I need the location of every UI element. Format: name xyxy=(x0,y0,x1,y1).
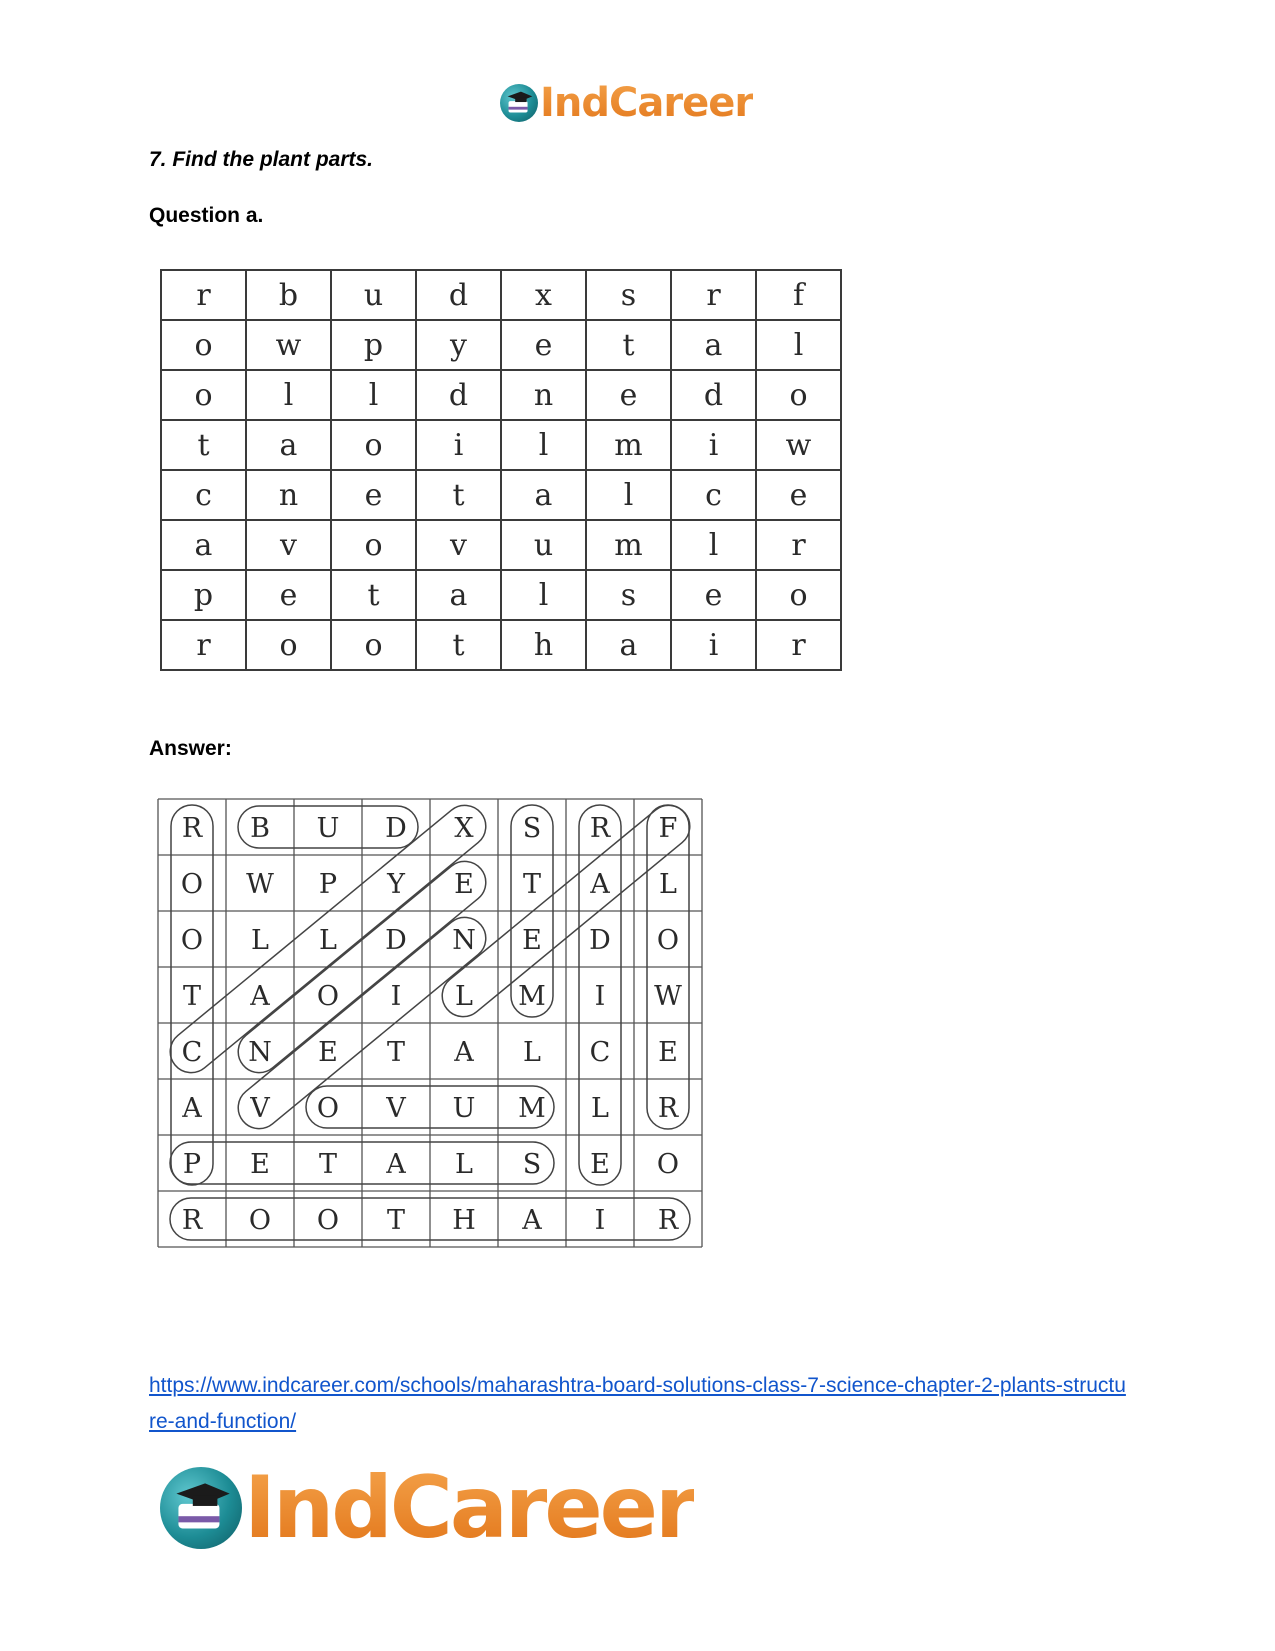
puzzle-cell: o xyxy=(756,370,841,420)
answer-cell-letter: T xyxy=(522,869,542,900)
puzzle-cell: l xyxy=(331,370,416,420)
answer-cell-letter: R xyxy=(589,813,611,844)
answer-cell-letter: L xyxy=(523,1037,541,1068)
answer-cell-letter: M xyxy=(518,981,546,1012)
puzzle-cell: l xyxy=(671,520,756,570)
puzzle-cell: n xyxy=(501,370,586,420)
footer-logo xyxy=(160,1458,695,1558)
puzzle-cell: a xyxy=(246,420,331,470)
answer-cell-letter: O xyxy=(180,869,204,900)
answer-cell-letter: I xyxy=(594,1205,606,1236)
puzzle-cell: s xyxy=(586,270,671,320)
puzzle-cell: h xyxy=(501,620,586,670)
answer-cell-letter: V xyxy=(386,1093,406,1124)
answer-cell-letter: E xyxy=(590,1149,610,1180)
answer-cell-letter: T xyxy=(386,1037,406,1068)
answer-cell-letter: O xyxy=(656,1149,680,1180)
answer-cell-letter: M xyxy=(518,1093,546,1124)
puzzle-cell: e xyxy=(246,570,331,620)
puzzle-cell: o xyxy=(331,620,416,670)
puzzle-cell: s xyxy=(586,570,671,620)
puzzle-cell: e xyxy=(501,320,586,370)
puzzle-cell: i xyxy=(671,620,756,670)
answer-cell-letter: A xyxy=(590,869,610,900)
puzzle-cell: p xyxy=(331,320,416,370)
answer-cell-letter: A xyxy=(386,1149,406,1180)
answer-cell-letter: R xyxy=(181,813,203,844)
logo-text: IndCareer xyxy=(244,1458,695,1558)
puzzle-cell: u xyxy=(331,270,416,320)
answer-cell-letter: L xyxy=(591,1093,609,1124)
answer-cell-letter: E xyxy=(658,1037,678,1068)
puzzle-cell: w xyxy=(756,420,841,470)
answer-cell-letter: R xyxy=(657,1205,679,1236)
puzzle-cell: i xyxy=(416,420,501,470)
answer-cell-letter: W xyxy=(654,981,682,1012)
puzzle-cell: r xyxy=(756,620,841,670)
graduation-cap-book-icon xyxy=(500,84,538,122)
puzzle-cell: d xyxy=(416,270,501,320)
answer-cell-letter: I xyxy=(390,981,402,1012)
puzzle-cell: l xyxy=(756,320,841,370)
answer-cell-letter: D xyxy=(589,925,611,956)
answer-cell-letter: O xyxy=(656,925,680,956)
answer-cell-letter: N xyxy=(452,925,476,956)
answer-cell-letter: E xyxy=(318,1037,338,1068)
puzzle-cell: t xyxy=(416,470,501,520)
answer-cell-letter: I xyxy=(594,981,606,1012)
puzzle-cell: o xyxy=(756,570,841,620)
answer-cell-letter: V xyxy=(250,1093,270,1124)
puzzle-row xyxy=(161,320,841,370)
answer-cell-letter: L xyxy=(659,869,677,900)
answer-cell-letter: B xyxy=(250,813,270,844)
puzzle-cell: d xyxy=(416,370,501,420)
puzzle-cell: c xyxy=(671,470,756,520)
puzzle-cell: a xyxy=(501,470,586,520)
answer-cell-letter: P xyxy=(182,1149,202,1180)
answer-cell-letter: A xyxy=(250,981,270,1012)
puzzle-cell: l xyxy=(501,420,586,470)
answer-cell-letter: C xyxy=(589,1037,611,1068)
puzzle-cell: c xyxy=(161,470,246,520)
puzzle-cell: l xyxy=(586,470,671,520)
puzzle-cell: e xyxy=(331,470,416,520)
puzzle-cell: l xyxy=(501,570,586,620)
puzzle-cell: a xyxy=(161,520,246,570)
answer-cell-letter: S xyxy=(522,1149,542,1180)
answer-cell-letter: H xyxy=(452,1205,476,1236)
answer-cell-letter: Y xyxy=(387,869,405,900)
answer-cell-letter: O xyxy=(248,1205,272,1236)
answer-cell-letter: O xyxy=(316,1093,340,1124)
puzzle-cell: w xyxy=(246,320,331,370)
puzzle-cell: d xyxy=(671,370,756,420)
puzzle-row xyxy=(161,620,841,670)
puzzle-row xyxy=(161,370,841,420)
puzzle-cell: o xyxy=(161,320,246,370)
puzzle-cell: t xyxy=(416,620,501,670)
puzzle-row xyxy=(161,570,841,620)
answer-cell-letter: R xyxy=(657,1093,679,1124)
puzzle-row xyxy=(161,420,841,470)
answer-cell-letter: D xyxy=(385,813,407,844)
header-logo xyxy=(500,78,753,128)
answer-cell-letter: L xyxy=(455,1149,473,1180)
puzzle-cell: r xyxy=(161,620,246,670)
answer-cell-letter: F xyxy=(658,813,678,844)
word-search-puzzle xyxy=(160,269,842,671)
answer-cell-letter: A xyxy=(522,1205,542,1236)
puzzle-cell: o xyxy=(331,520,416,570)
puzzle-cell: m xyxy=(586,420,671,470)
puzzle-row xyxy=(161,270,841,320)
puzzle-cell: e xyxy=(671,570,756,620)
puzzle-cell: a xyxy=(586,620,671,670)
question-subheading: Question a. xyxy=(149,204,264,227)
puzzle-row xyxy=(161,520,841,570)
answer-cell-letter: U xyxy=(452,1093,476,1124)
puzzle-cell: t xyxy=(161,420,246,470)
answer-cell-letter: T xyxy=(182,981,202,1012)
answer-cell-letter: L xyxy=(251,925,269,956)
question-title: 7. Find the plant parts. xyxy=(149,148,374,171)
puzzle-cell: x xyxy=(501,270,586,320)
puzzle-cell: l xyxy=(246,370,331,420)
answer-cell-letter: U xyxy=(316,813,340,844)
puzzle-cell: n xyxy=(246,470,331,520)
answer-cell-letter: O xyxy=(180,925,204,956)
answer-cell-letter: D xyxy=(385,925,407,956)
puzzle-cell: r xyxy=(671,270,756,320)
puzzle-cell: b xyxy=(246,270,331,320)
answer-cell-letter: A xyxy=(454,1037,474,1068)
source-link[interactable]: https://www.indcareer.com/schools/maharashtra-board-solutions-class-7-science-chapter-2-plants-structure-and-function/ xyxy=(149,1374,1126,1433)
answer-cell-letter: X xyxy=(454,813,474,844)
answer-cell-letter: T xyxy=(318,1149,338,1180)
puzzle-cell: r xyxy=(161,270,246,320)
answer-cell-letter: T xyxy=(386,1205,406,1236)
answer-cell-letter: E xyxy=(522,925,542,956)
puzzle-row xyxy=(161,470,841,520)
puzzle-cell: u xyxy=(501,520,586,570)
answer-cell-letter: E xyxy=(454,869,474,900)
puzzle-cell: i xyxy=(671,420,756,470)
answer-label: Answer: xyxy=(149,737,232,760)
puzzle-cell: v xyxy=(416,520,501,570)
puzzle-cell: e xyxy=(586,370,671,420)
answer-cell-letter: W xyxy=(246,869,274,900)
puzzle-cell: t xyxy=(331,570,416,620)
answer-cell-letter: O xyxy=(316,981,340,1012)
answer-cell-letter: C xyxy=(181,1037,203,1068)
answer-cell-letter: L xyxy=(319,925,337,956)
puzzle-cell: y xyxy=(416,320,501,370)
answer-cell-letter: E xyxy=(250,1149,270,1180)
answer-cell-letter: P xyxy=(318,869,338,900)
puzzle-cell: f xyxy=(756,270,841,320)
answer-cell-letter: R xyxy=(181,1205,203,1236)
puzzle-cell: v xyxy=(246,520,331,570)
answer-cell-letter: A xyxy=(182,1093,202,1124)
answer-cell-letter: L xyxy=(455,981,473,1012)
puzzle-cell: o xyxy=(161,370,246,420)
puzzle-cell: m xyxy=(586,520,671,570)
puzzle-cell: e xyxy=(756,470,841,520)
answer-cell-letter: O xyxy=(316,1205,340,1236)
logo-text: IndCareer xyxy=(540,80,754,126)
puzzle-cell: a xyxy=(416,570,501,620)
puzzle-cell: a xyxy=(671,320,756,370)
puzzle-cell: r xyxy=(756,520,841,570)
puzzle-cell: p xyxy=(161,570,246,620)
answer-cell-letter: N xyxy=(248,1037,272,1068)
puzzle-cell: o xyxy=(246,620,331,670)
word-search-answer xyxy=(156,797,716,1267)
graduation-cap-book-icon xyxy=(160,1467,242,1549)
puzzle-cell: t xyxy=(586,320,671,370)
puzzle-cell: o xyxy=(331,420,416,470)
answer-cell-letter: S xyxy=(522,813,542,844)
